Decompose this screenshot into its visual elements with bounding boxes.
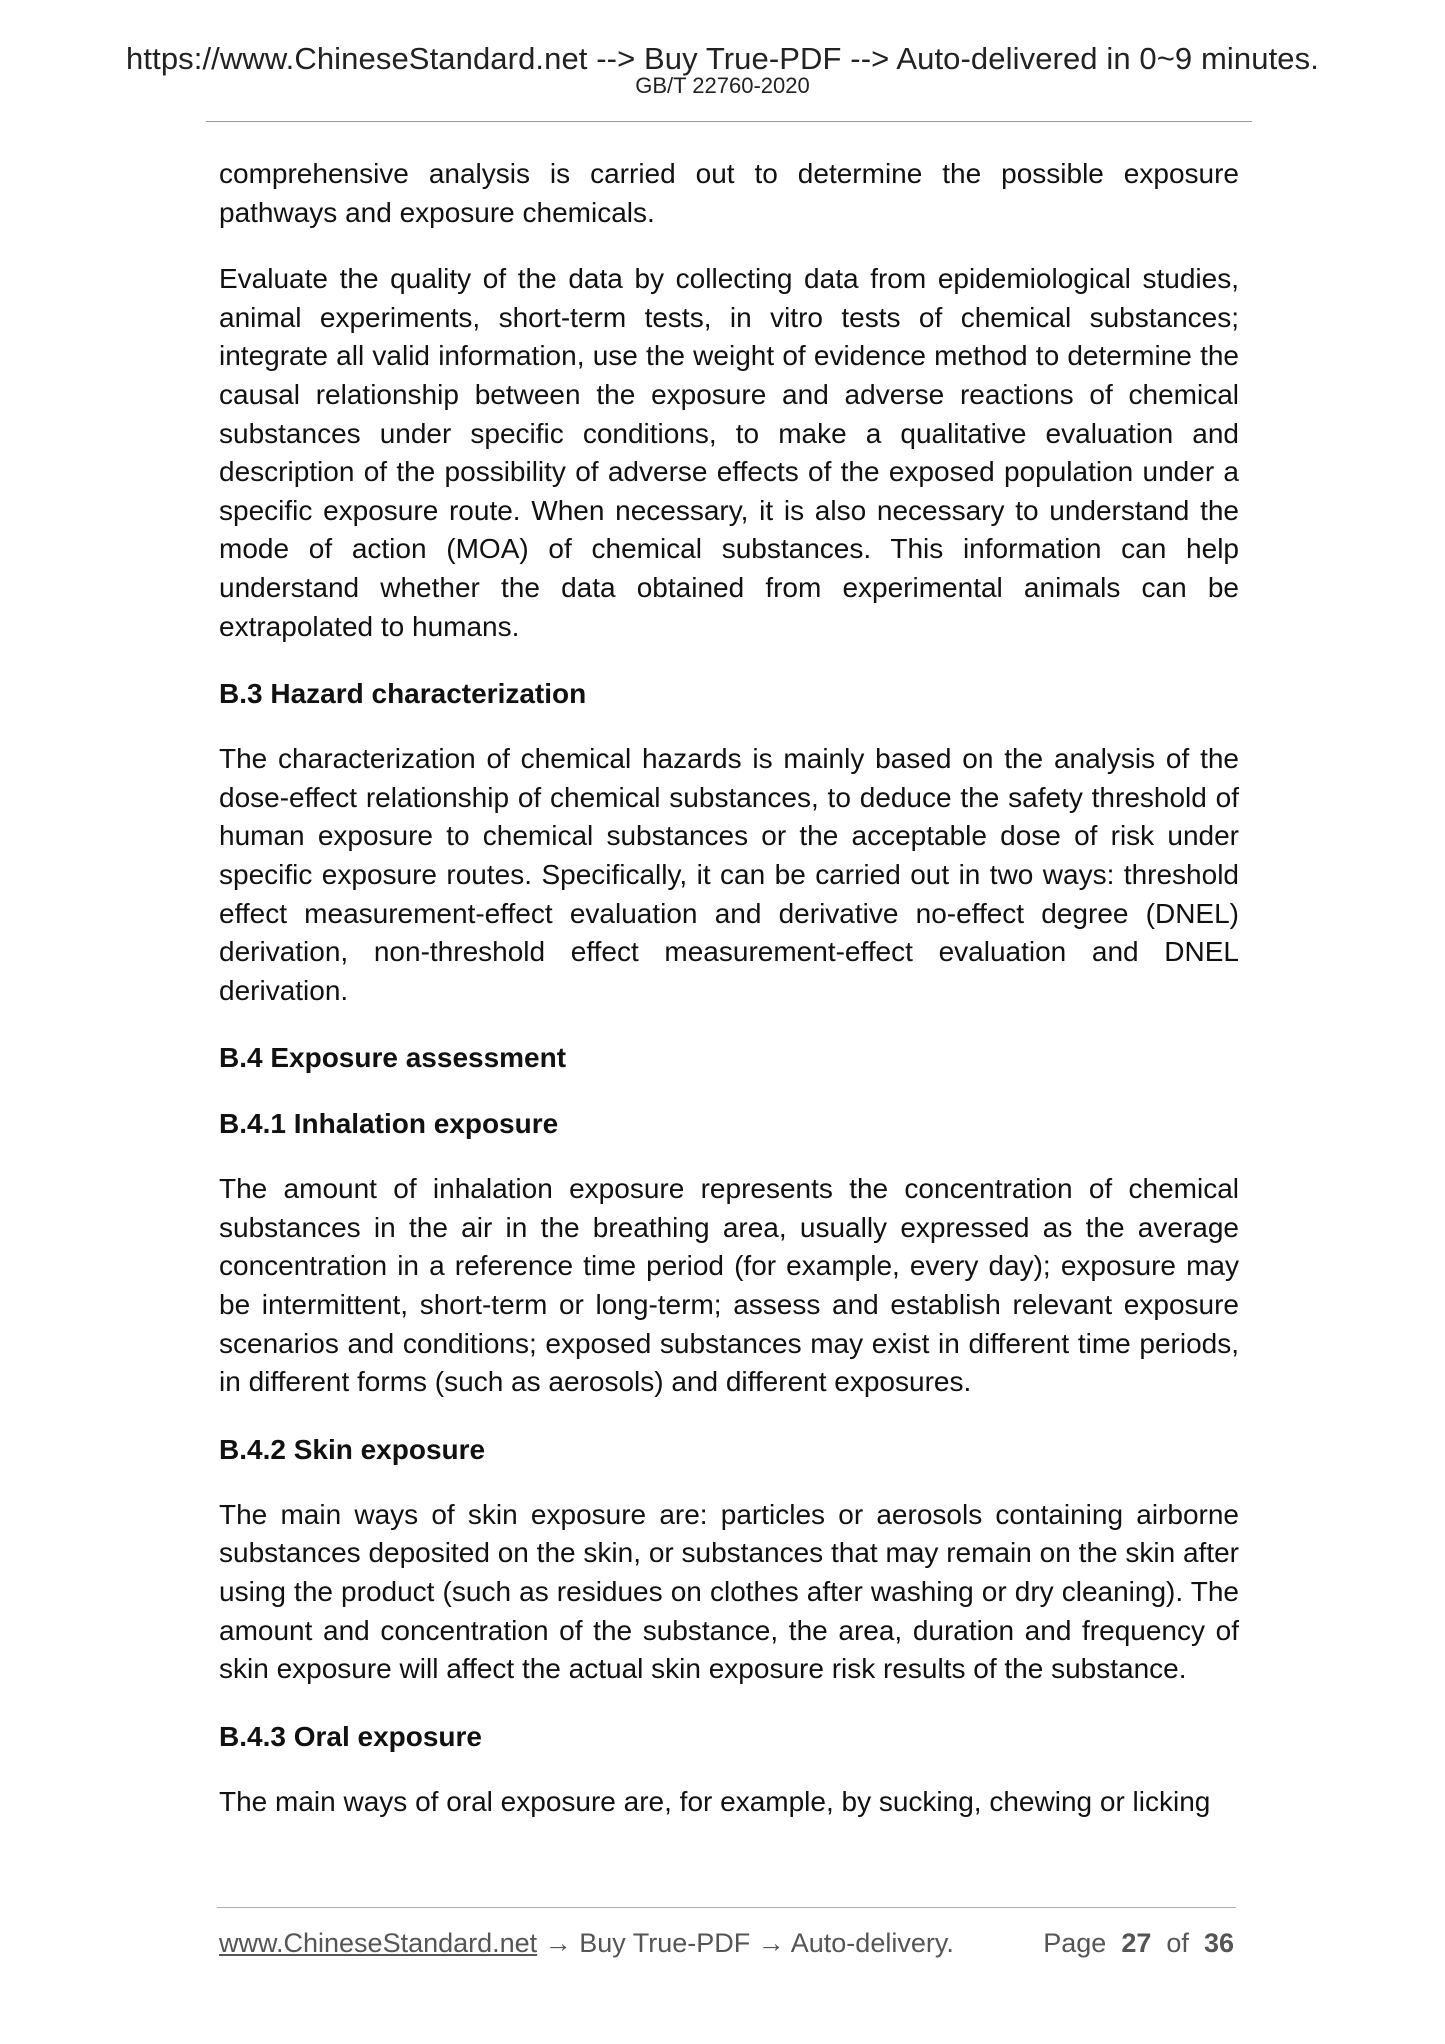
paragraph-hazard-characterization: The characterization of chemical hazards is mainly based on the analysis of the dose-effect relationship of chemical substances, to deduce the safety threshold of human exposure to chemical substances or the acceptable dose of risk under specific exposure routes. Specifically, it can be carried out in two ways: threshold effect measurement-effect evaluation and derivative no-effect degree (DNEL) derivation, non-threshold effect measurement-effect evaluation and DNEL derivation. xyxy=(219,743,1239,1006)
current-page-number: 27 xyxy=(1121,1928,1152,1958)
footer-delivery-text: Auto-delivery. xyxy=(790,1928,954,1958)
paragraph-inhalation-exposure: The amount of inhalation exposure represents the concentration of chemical substances in the air in the breathing area, usually expressed as the average concentration in a reference time period (for example, every day); exposure may be intermittent, short-term or long-term; assess and establish relevant exposure scenarios and conditions; exposed substances may exist in different time periods, in different forms (such as aerosols) and different exposures. xyxy=(219,1173,1239,1398)
document-code: GB/T 22760-2020 xyxy=(635,73,810,98)
arrow-right-icon: → xyxy=(537,1928,580,1958)
footer-site-link[interactable]: www.ChineseStandard.net xyxy=(219,1928,538,1958)
heading-skin-exposure: B.4.2 Skin exposure xyxy=(219,1433,486,1465)
footer-promo xyxy=(219,1923,954,1963)
paragraph-skin-exposure: The main ways of skin exposure are: particles or aerosols containing airborne substances deposited on the skin, or substances that may remain on the skin after using the product (such as residues on clothes after washing or dry cleaning). The amount and concentration of the substance, the area, duration and frequency of skin exposure will affect the actual skin exposure risk results of the substance. xyxy=(219,1498,1239,1685)
heading-oral-exposure: B.4.3 Oral exposure xyxy=(219,1720,483,1752)
of-label: of xyxy=(1166,1928,1189,1958)
heading-hazard-characterization: B.3 Hazard characterization xyxy=(219,678,587,710)
arrow-right-icon: → xyxy=(750,1928,791,1958)
page-counter xyxy=(1043,1923,1234,1963)
header-divider xyxy=(206,121,1252,122)
paragraph-continued-analysis: comprehensive analysis is carried out to determine the possible exposure pathways and exposure chemicals. xyxy=(219,158,1239,228)
page-footer xyxy=(219,1923,1234,1963)
footer-buy-text: Buy True-PDF xyxy=(579,1928,751,1958)
page-body xyxy=(219,155,1239,1849)
heading-inhalation-exposure: B.4.1 Inhalation exposure xyxy=(219,1108,559,1140)
paragraph-data-quality: Evaluate the quality of the data by collecting data from epidemiological studies, animal experiments, short-term tests, in vitro tests of chemical substances; integrate all valid information, use the weight of evidence method to determine the causal relationship between the exposure and adverse reactions of chemical substances under specific conditions, to make a qualitative evaluation and description of the possibility of adverse effects of the exposed population under a specific exposure route. When necessary, it is also necessary to understand the mode of action (MOA) of chemical substances. This information can help understand whether the data obtained from experimental animals can be extrapolated to humans. xyxy=(219,263,1239,642)
footer-divider xyxy=(217,1907,1236,1908)
page-label: Page xyxy=(1043,1928,1107,1958)
heading-exposure-assessment: B.4 Exposure assessment xyxy=(219,1042,567,1074)
paragraph-oral-exposure: The main ways of oral exposure are, for example, by sucking, chewing or licking xyxy=(219,1785,1211,1817)
source-banner: https://www.ChineseStandard.net --> Buy True-PDF --> Auto-delivered in 0~9 minutes. xyxy=(126,41,1319,76)
total-pages-number: 36 xyxy=(1203,1928,1234,1958)
